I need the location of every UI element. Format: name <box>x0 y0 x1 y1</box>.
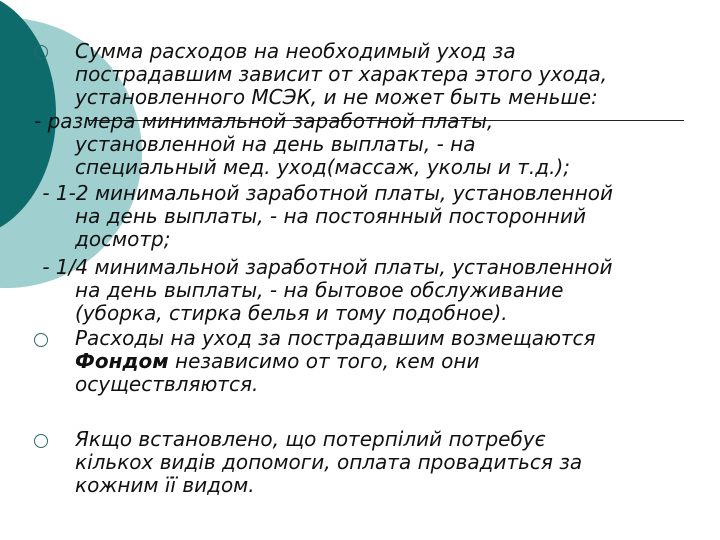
bullet1-line: пострадавшим зависит от характера этого ухода, <box>75 62 608 86</box>
bullet2-line-rest: независимо от того, кем они <box>168 349 480 373</box>
bullet-circle-icon <box>34 45 48 59</box>
bullet1-line: Сумма расходов на необходимый уход за <box>75 39 516 63</box>
subitem-line: досмотр; <box>75 227 171 251</box>
subitem-line: на день выплаты, - на постоянный посторонний <box>75 204 586 228</box>
bullet2-line: Расходы на уход за пострадавшим возмещаются <box>75 326 596 350</box>
subitem-line: на день выплаты, - на бытовое обслуживание <box>75 278 564 302</box>
subitem-line: специальный мед. уход(массаж, уколы и т.д.); <box>75 155 571 179</box>
bullet-circle-icon <box>34 434 48 448</box>
subitem-line: установленной на день выплаты, - на <box>75 132 476 156</box>
subitem-line: - размера минимальной заработной платы, <box>34 109 494 133</box>
bullet3-line: Якщо встановлено, що потерпілий потребує <box>75 427 546 451</box>
bullet1-line: установленного МСЭК, и не может быть меньше: <box>75 85 598 109</box>
bullet-circle-icon <box>34 333 48 347</box>
subitem-line: - 1/4 минимальной заработной платы, установленной <box>36 255 613 279</box>
bullet3-line: кількох видів допомоги, оплата провадиться за <box>75 450 583 474</box>
subitem-line: (уборка, стирка белья и тому подобное). <box>75 301 508 325</box>
subitem-line: - 1-2 минимальной заработной платы, установленной <box>36 181 614 205</box>
bullet2-line <box>75 350 479 373</box>
fund-bold-text: Фондом <box>75 349 169 373</box>
bullet2-line: осуществляются. <box>75 372 259 396</box>
bullet3-line: кожним її видом. <box>75 473 255 497</box>
